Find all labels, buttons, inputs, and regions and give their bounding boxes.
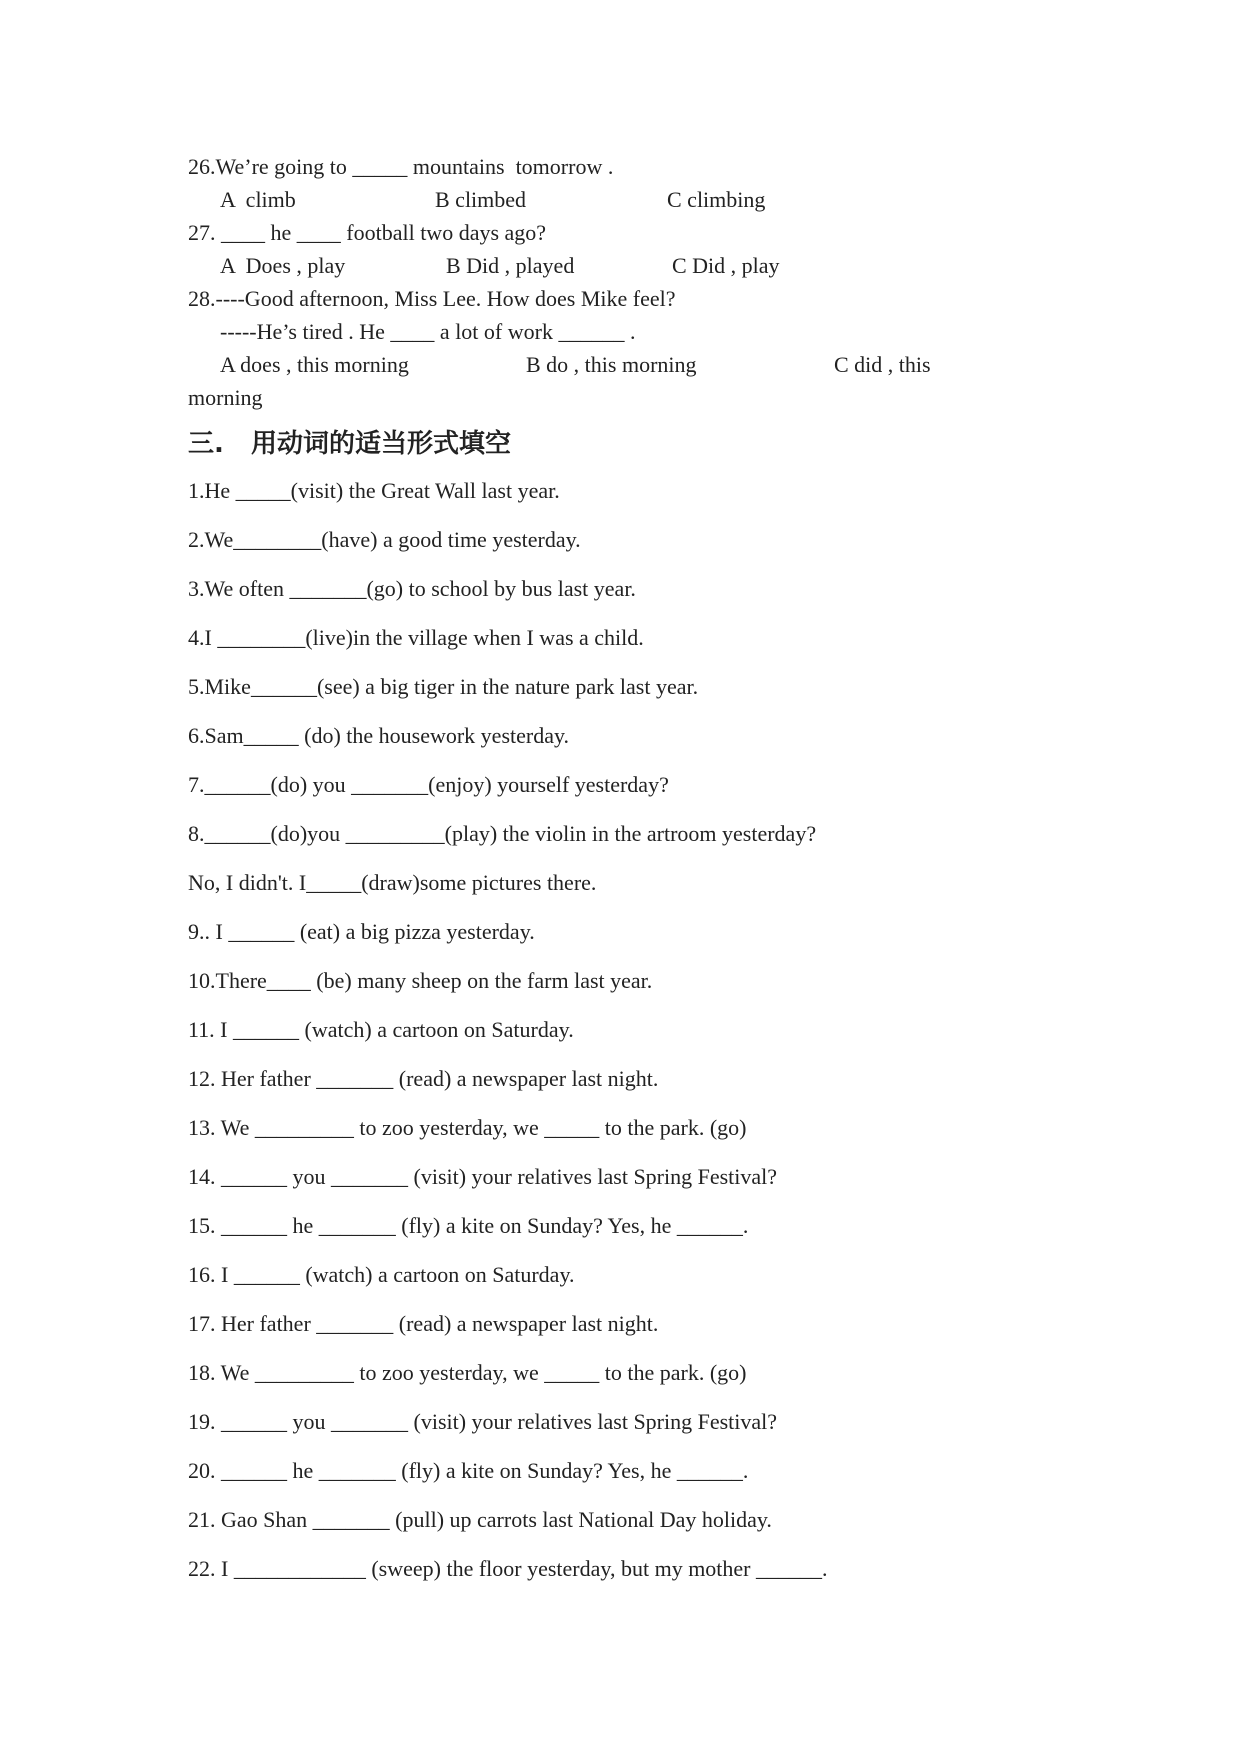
- question-28: 28.----Good afternoon, Miss Lee. How does Mike feel?: [188, 286, 676, 311]
- options-26: [188, 183, 1068, 216]
- fill-item: 14. ______ you _______ (visit) your relatives last Spring Festival?: [188, 1164, 778, 1189]
- fill-item: 18. We _________ to zoo yesterday, we _____ to the park. (go): [188, 1360, 747, 1385]
- fill-item: 10.There____ (be) many sheep on the farm last year.: [188, 968, 653, 993]
- option-a: A Does , play: [220, 253, 346, 278]
- option-b: B Did , played: [446, 253, 575, 278]
- section-title: 三. 用动词的适当形式填空: [188, 429, 512, 459]
- fill-item: 20. ______ he _______ (fly) a kite on Sunday? Yes, he ______.: [188, 1458, 749, 1483]
- option-c: C climbing: [667, 187, 766, 212]
- fill-item: 8.______(do)you _________(play) the violin in the artroom yesterday?: [188, 821, 817, 846]
- options-27: [188, 249, 1068, 282]
- fill-item: 22. I ____________ (sweep) the floor yesterday, but my mother ______.: [188, 1556, 828, 1581]
- fill-item: 17. Her father _______ (read) a newspaper last night.: [188, 1311, 659, 1336]
- fill-item: 15. ______ he _______ (fly) a kite on Sunday? Yes, he ______.: [188, 1213, 749, 1238]
- fill-item: 2.We________(have) a good time yesterday.: [188, 527, 581, 552]
- question-26: 26.We’re going to _____ mountains tomorrow .: [188, 154, 614, 179]
- options-28: [188, 348, 1068, 381]
- option-c: C Did , play: [672, 253, 780, 278]
- option-c: C did , this: [834, 352, 931, 377]
- fill-item: 5.Mike______(see) a big tiger in the nature park last year.: [188, 674, 699, 699]
- question-28-reply: -----He’s tired . He ____ a lot of work ______ .: [220, 319, 636, 344]
- option-b: B climbed: [435, 187, 527, 212]
- fill-item: 16. I ______ (watch) a cartoon on Saturday.: [188, 1262, 575, 1287]
- fill-item: 6.Sam_____ (do) the housework yesterday.: [188, 723, 570, 748]
- fill-item: 3.We often _______(go) to school by bus last year.: [188, 576, 636, 601]
- option-a: A climb: [220, 187, 296, 212]
- fill-item: 4.I ________(live)in the village when I was a child.: [188, 625, 644, 650]
- fill-item: 13. We _________ to zoo yesterday, we _____ to the park. (go): [188, 1115, 747, 1140]
- fill-item: 19. ______ you _______ (visit) your relatives last Spring Festival?: [188, 1409, 778, 1434]
- fill-item: 21. Gao Shan _______ (pull) up carrots last National Day holiday.: [188, 1507, 772, 1532]
- fill-item: 9.. I ______ (eat) a big pizza yesterday.: [188, 919, 535, 944]
- fill-item: No, I didn't. I_____(draw)some pictures there.: [188, 870, 597, 895]
- fill-item: 7.______(do) you _______(enjoy) yourself yesterday?: [188, 772, 669, 797]
- fill-item: 12. Her father _______ (read) a newspaper last night.: [188, 1066, 659, 1091]
- fill-item: 1.He _____(visit) the Great Wall last year.: [188, 478, 560, 503]
- option-b: B do , this morning: [526, 352, 697, 377]
- worksheet-page: [188, 150, 1068, 1593]
- option-a: A does , this morning: [220, 352, 409, 377]
- fill-item: 11. I ______ (watch) a cartoon on Saturday.: [188, 1017, 574, 1042]
- options-28-wrap: morning: [188, 385, 263, 410]
- question-27: 27. ____ he ____ football two days ago?: [188, 220, 547, 245]
